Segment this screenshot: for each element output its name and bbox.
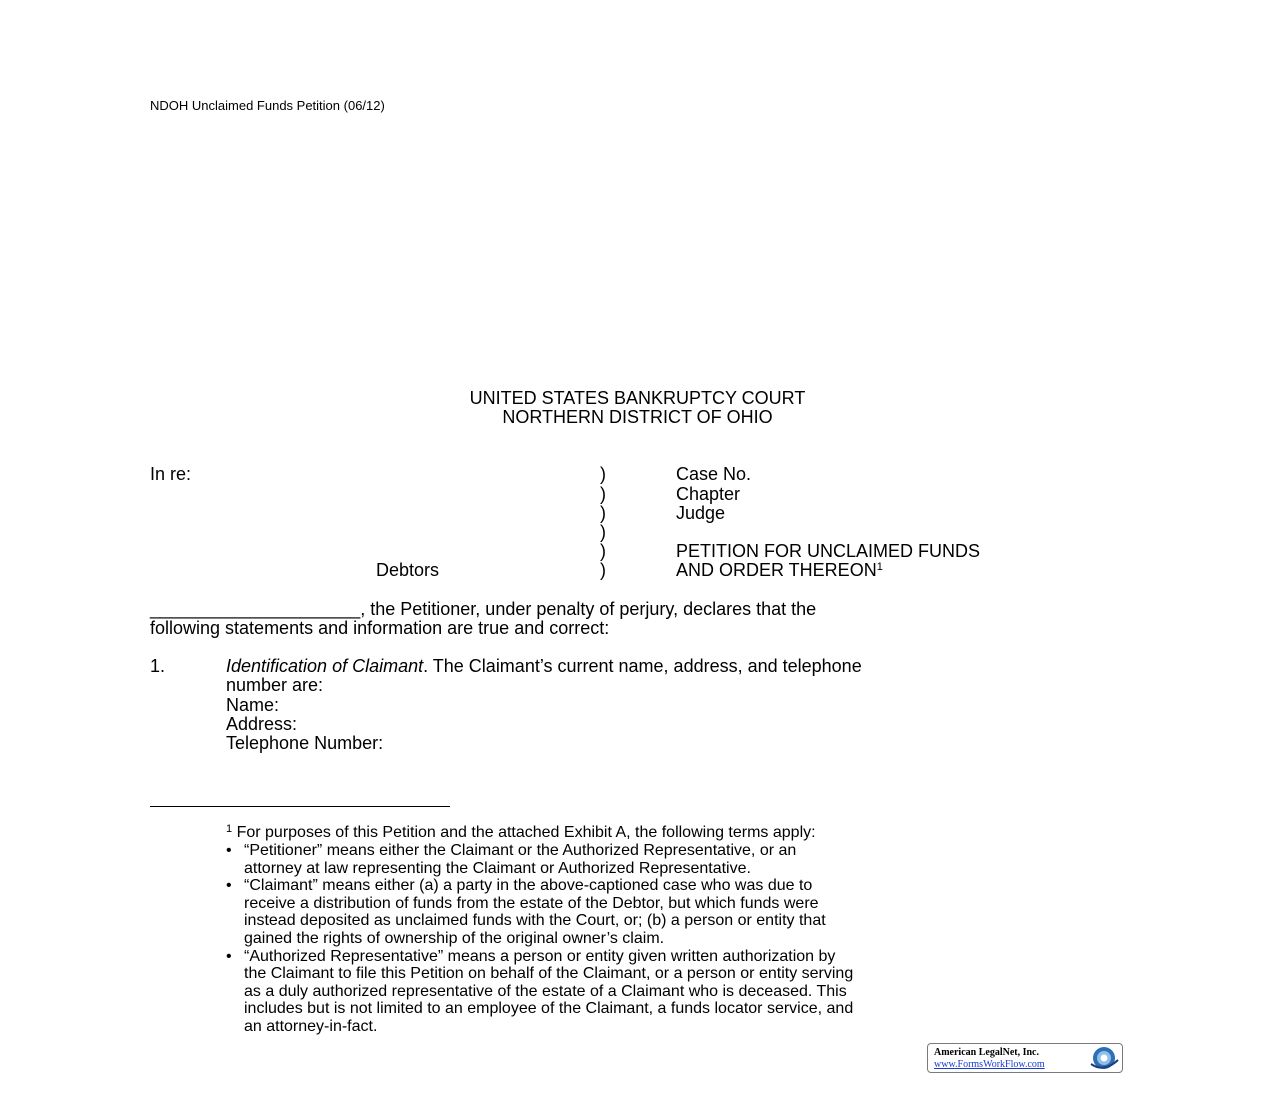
item1-text: . The Claimant’s current name, address, and telephone [423,656,862,676]
def-authorized-line: “Authorized Representative” means a person or entity given written authorization by [244,947,836,965]
petition-title-text: AND ORDER THEREON [676,560,877,580]
globe-logo-icon [1086,1045,1120,1071]
court-name: UNITED STATES BANKRUPTCY COURT [469,388,806,408]
def-claimant-line: instead deposited as unclaimed funds with the Court, or; (b) a person or entity that [244,912,826,930]
caption-paren: ) [600,484,606,504]
intro-line2: following statements and information are true and correct: [150,618,610,638]
form-code: NDOH Unclaimed Funds Petition (06/12) [150,98,385,113]
caption-paren: ) [600,522,606,542]
judge-label: Judge [676,503,726,523]
item1-heading-line [226,657,862,676]
item-number: 1. [150,656,166,676]
footnote-divider [150,806,450,807]
petition-title-line1: PETITION FOR UNCLAIMED FUNDS [676,541,981,561]
badge-company: American LegalNet, Inc. [934,1047,1039,1058]
petition-title-line2 [676,561,883,580]
caption-paren: ) [600,464,606,484]
badge-url-link[interactable]: www.FormsWorkFlow.com [934,1059,1045,1070]
caption-paren: ) [600,560,606,580]
footnote-ref: 1 [876,561,883,573]
def-claimant-line: receive a distribution of funds from the estate of the Debtor, but which funds were [244,894,819,912]
intro-line1: _____________________, the Petitioner, under penalty of perjury, declares that the [150,599,817,619]
item1-heading: Identification of Claimant [226,656,424,676]
def-petitioner-line: attorney at law representing the Claimant or Authorized Representative. [244,859,751,877]
def-authorized-line: an attorney-in-fact. [244,1018,378,1035]
name-label: Name: [226,695,280,715]
debtors-label: Debtors [376,560,440,580]
legalnet-badge[interactable] [927,1043,1123,1073]
address-label: Address: [226,714,298,734]
caption-paren: ) [600,541,606,561]
def-authorized-line: as a duly authorized representative of the estate of a Claimant who is deceased. This [244,982,847,1000]
footnote-mark: 1 [226,823,233,835]
caption-paren: ) [600,503,606,523]
case-no-label: Case No. [676,464,752,484]
def-authorized-line: the Claimant to file this Petition on behalf of the Claimant, or a person or entity serving [244,965,854,983]
telephone-label: Telephone Number: [226,733,384,753]
item1-text-line2: number are: [226,675,324,695]
bullet-icon: • [226,842,232,859]
bullet-icon: • [226,877,232,895]
def-authorized-line: includes but is not limited to an employee of the Claimant, a funds locator service, and [244,1000,854,1018]
footnote-intro [226,824,816,842]
chapter-label: Chapter [676,484,741,504]
def-claimant-line: gained the rights of ownership of the original owner’s claim. [244,930,665,947]
def-petitioner-line: “Petitioner” means either the Claimant or the Authorized Representative, or an [244,842,797,859]
court-district: NORTHERN DISTRICT OF OHIO [502,407,773,427]
bullet-icon: • [226,947,232,965]
in-re-label: In re: [150,464,192,484]
def-claimant-line: “Claimant” means either (a) a party in the above-captioned case who was due to [244,877,813,895]
footnote-intro-text: For purposes of this Petition and the attached Exhibit A, the following terms apply: [236,824,816,841]
